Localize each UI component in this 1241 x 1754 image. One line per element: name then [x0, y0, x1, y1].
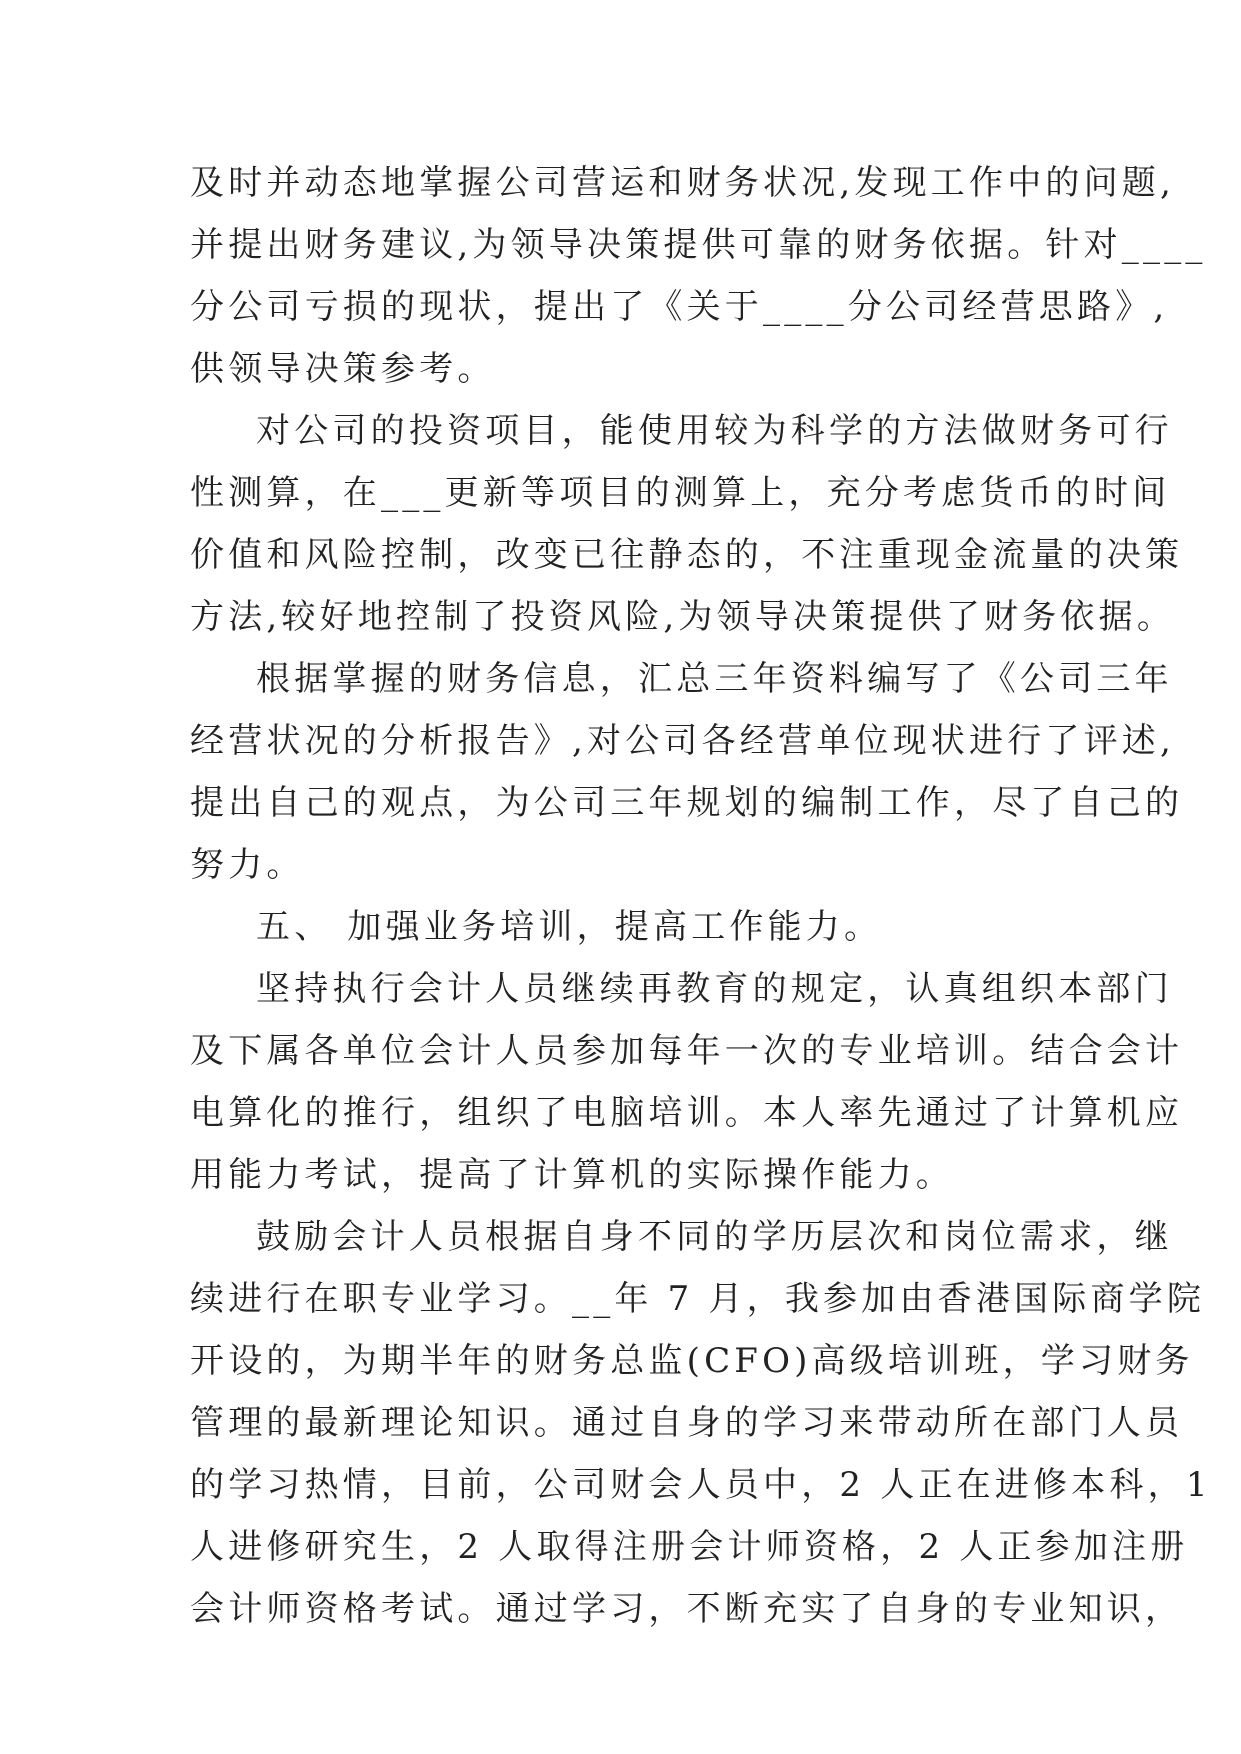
text-line: 用能力考试，提高了计算机的实际操作能力。: [190, 1155, 954, 1195]
text-line: 人进修研究生，2 人取得注册会计师资格，2 人正参加注册: [190, 1527, 1189, 1567]
text-line: 管理的最新理论知识。通过自身的学习来带动所在部门人员: [190, 1403, 1184, 1443]
text-line: 提出自己的观点，为公司三年规划的编制工作，尽了自己的: [190, 783, 1184, 823]
text-line: 电算化的推行，组织了电脑培训。本人率先通过了计算机应: [190, 1093, 1184, 1133]
text-line: 并提出财务建议,为领导决策提供可靠的财务依据。针对____: [190, 225, 1207, 265]
text-line: 坚持执行会计人员继续再教育的规定，认真组织本部门: [256, 969, 1173, 1009]
section-heading: [190, 896, 1070, 958]
text-line: 努力。: [190, 845, 305, 885]
paragraph-4: [190, 958, 1184, 1206]
paragraph-1: [190, 152, 1207, 400]
text-line: 供领导决策参考。: [190, 349, 496, 389]
text-line: 及时并动态地掌握公司营运和财务状况,发现工作中的问题,: [190, 163, 1176, 203]
text-line: 经营状况的分析报告》,对公司各经营单位现状进行了评述,: [190, 721, 1176, 761]
text-line: 性测算，在___更新等项目的测算上，充分考虑货币的时间: [190, 473, 1171, 513]
paragraph-3: [190, 648, 1184, 896]
document-body: [190, 152, 1212, 1640]
text-line: 鼓励会计人员根据自身不同的学历层次和岗位需求，继: [256, 1217, 1173, 1257]
text-line: 续进行在职专业学习。__年 7 月，我参加由香港国际商学院: [190, 1279, 1206, 1319]
text-line: 及下属各单位会计人员参加每年一次的专业培训。结合会计: [190, 1031, 1184, 1071]
paragraph-2: [190, 400, 1184, 648]
text-line: 根据掌握的财务信息，汇总三年资料编写了《公司三年: [256, 659, 1173, 699]
text-line: 开设的，为期半年的财务总监(CFO)高级培训班，学习财务: [190, 1341, 1194, 1381]
text-line: 方法,较好地控制了投资风险,为领导决策提供了财务依据。: [190, 597, 1176, 637]
text-line: 价值和风险控制，改变已往静态的，不注重现金流量的决策: [190, 535, 1184, 575]
text-line: 分公司亏损的现状，提出了《关于____分公司经营思路》,: [190, 287, 1169, 327]
text-line: 对公司的投资项目，能使用较为科学的方法做财务可行: [256, 411, 1173, 451]
text-line: 会计师资格考试。通过学习，不断充实了自身的专业知识，: [190, 1589, 1184, 1629]
heading-line: 五、 加强业务培训，提高工作能力。: [256, 907, 883, 947]
paragraph-5: [190, 1206, 1212, 1640]
text-line: 的学习热情，目前，公司财会人员中，2 人正在进修本科，1: [190, 1465, 1212, 1505]
